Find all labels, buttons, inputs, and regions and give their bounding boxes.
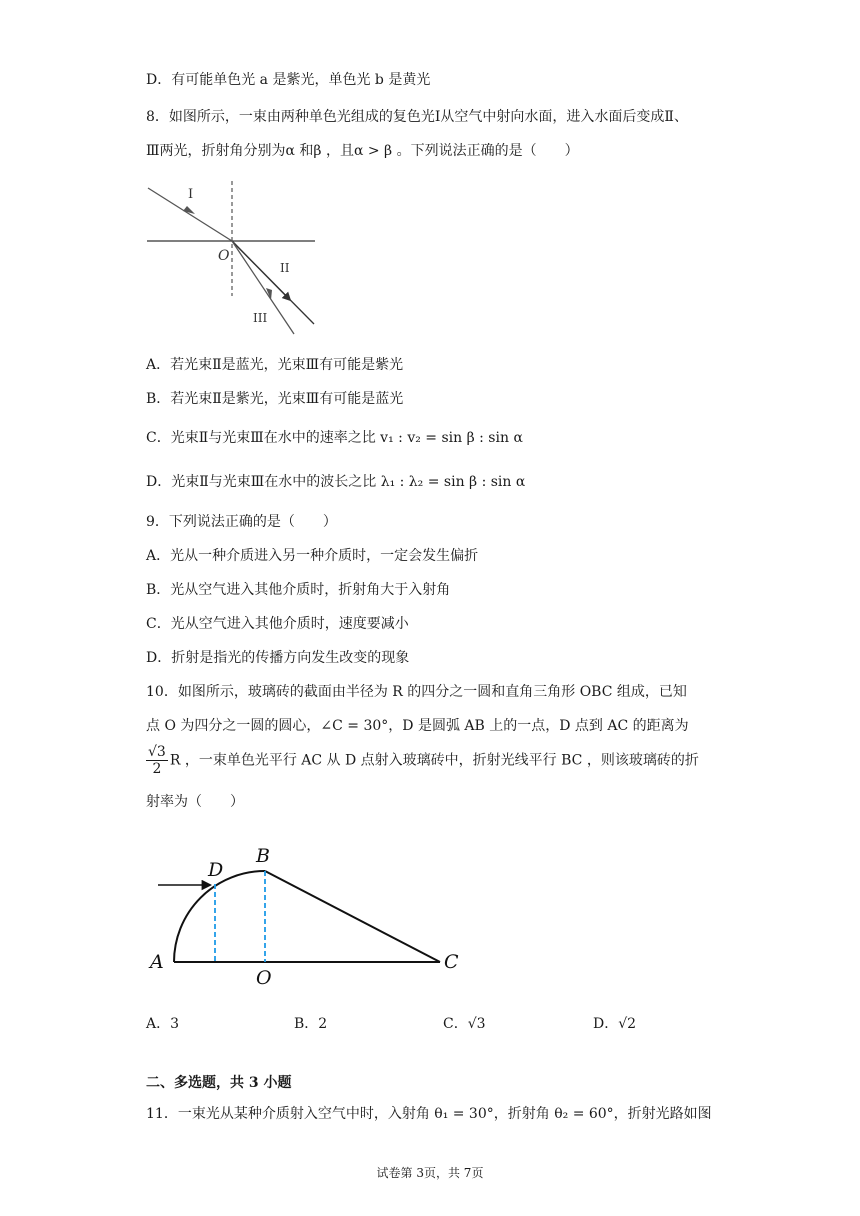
q8-option-d: D．光束Ⅱ与光束Ⅲ在水中的波长之比 λ₁ : λ₂ = sin β : sin α xyxy=(146,474,526,490)
q10-frac-numerator: √3 xyxy=(148,744,166,760)
q9-stem: 9．下列说法正确的是（ ） xyxy=(146,514,337,530)
label-d: D xyxy=(208,859,224,881)
q8-option-c: C．光束Ⅱ与光束Ⅲ在水中的速率之比 v₁ : v₂ = sin β : sin α xyxy=(146,430,523,446)
label-ray1: I xyxy=(188,187,194,202)
q8-option-b: B．若光束Ⅱ是紫光，光束Ⅲ有可能是蓝光 xyxy=(146,391,404,407)
q8-stem-line2: Ⅲ两光，折射角分别为α 和β ，且α > β 。下列说法正确的是（ ） xyxy=(146,143,579,159)
ray-one-arrow xyxy=(183,206,195,214)
hypotenuse-bc xyxy=(265,871,440,962)
q7-option-d: D．有可能单色光 a 是紫光，单色光 b 是黄光 xyxy=(146,72,431,88)
q9-option-d: D．折射是指光的传播方向发生改变的现象 xyxy=(146,650,410,666)
page-footer: 试卷第 3页，共 7页 xyxy=(376,1166,484,1180)
q9-option-a: A．光从一种介质进入另一种介质时，一定会发生偏折 xyxy=(146,548,479,564)
q10-frac-denominator: 2 xyxy=(152,761,162,777)
q10-fraction xyxy=(146,744,168,777)
q8-option-a: A．若光束Ⅱ是蓝光，光束Ⅲ有可能是紫光 xyxy=(146,357,404,373)
label-c: C xyxy=(444,951,459,973)
label-a: A xyxy=(150,951,164,973)
q8-refraction-figure xyxy=(140,176,330,336)
q10-option-d: D．√2 xyxy=(593,1016,637,1032)
label-ray2: II xyxy=(280,261,290,275)
q10-option-c: C．√3 xyxy=(443,1016,486,1032)
q9-option-c: C．光从空气进入其他介质时，速度要减小 xyxy=(146,616,409,632)
section-heading-multiple-choice: 二、多选题，共 3 小题 xyxy=(146,1075,292,1091)
q10-glass-figure xyxy=(140,838,480,988)
q10-stem-line4: 射率为（ ） xyxy=(146,794,244,810)
label-origin: O xyxy=(218,248,230,264)
q10-stem-line3: R ，一束单色光平行 AC 从 D 点射入玻璃砖中，折射光线平行 BC ，则该玻璃砖的折 xyxy=(169,752,699,769)
q8-stem-line1: 8．如图所示，一束由两种单色光组成的复色光Ⅰ从空气中射向水面，进入水面后变成Ⅱ、 xyxy=(146,109,688,125)
q10-stem-line2: 点 O 为四分之一圆的圆心，∠C = 30°，D 是圆弧 AB 上的一点，D 点到 AC 的距离为 xyxy=(146,718,689,734)
q11-stem-line1: 11．一束光从某种介质射入空气中时，入射角 θ₁ = 30°，折射角 θ₂ = 60°，折射光路如图 xyxy=(146,1106,712,1122)
q10-stem-line3-wrap xyxy=(146,744,699,777)
q10-option-b: B．2 xyxy=(294,1016,328,1032)
label-b: B xyxy=(256,845,270,867)
label-o: O xyxy=(256,967,272,988)
q10-option-a: A．3 xyxy=(146,1016,180,1032)
q9-option-b: B．光从空气进入其他介质时，折射角大于入射角 xyxy=(146,582,451,598)
q10-stem-line1: 10．如图所示，玻璃砖的截面由半径为 R 的四分之一圆和直角三角形 OBC 组成，已知 xyxy=(146,684,687,700)
label-ray3: III xyxy=(253,311,268,325)
